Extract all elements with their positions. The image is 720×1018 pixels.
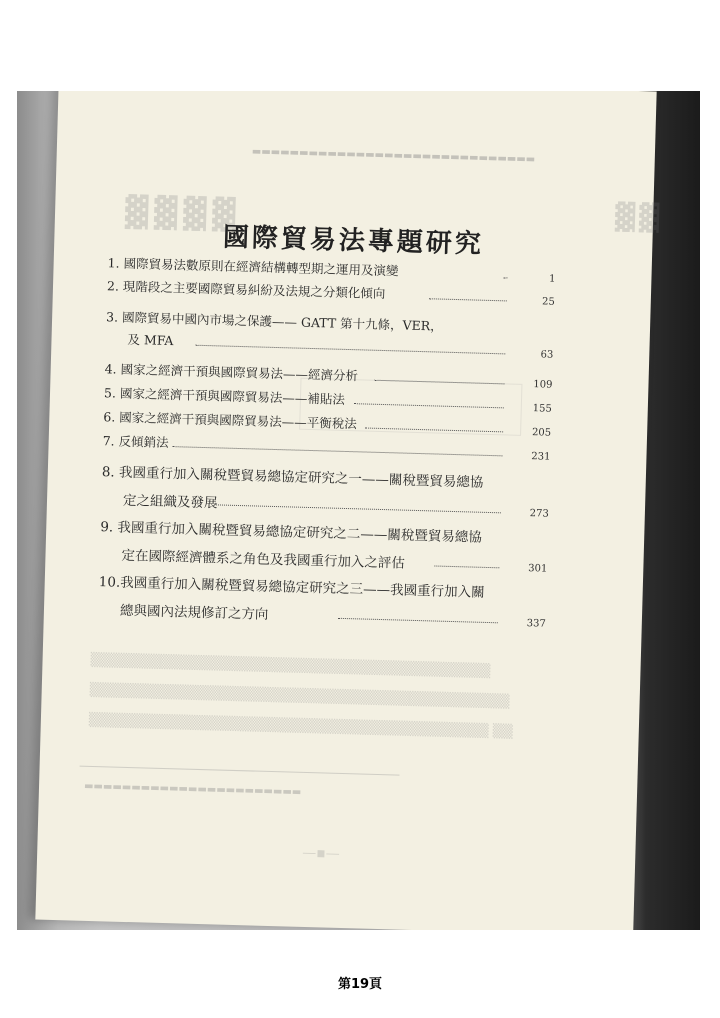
toc-entry-text: 5. 國家之經濟干預與國際貿易法——補貼法: [103, 385, 346, 407]
bleed-through-text: ▬▬▬▬▬▬▬▬▬▬▬▬▬▬▬▬▬▬▬▬▬▬▬▬▬▬▬▬▬▬: [251, 146, 536, 166]
dot-leader: [434, 555, 499, 568]
toc-page-number: 301: [528, 563, 548, 575]
toc-entry-text: 9. 我國重行加入關稅暨貿易總協定研究之二——關稅暨貿易總協: [100, 519, 483, 546]
toc-entry-text: 2. 現階段之主要國際貿易糾紛及法規之分類化傾向: [106, 278, 386, 302]
toc-entry: [105, 307, 554, 363]
toc-entry-text: 1. 國際貿易法數原則在經濟結構轉型期之運用及演變: [107, 255, 399, 279]
toc-entry-text: 7. 反傾銷法: [102, 433, 169, 451]
toc-page-number: 63: [540, 349, 554, 361]
dot-leader: [365, 418, 503, 433]
scanned-photo: [17, 91, 700, 930]
page-title: 國際貿易法專題研究: [222, 222, 485, 260]
bleed-through-text: ▓▓: [614, 202, 664, 234]
bleed-through-text: ▒▒▒▒▒▒▒▒▒▒▒▒▒▒▒▒▒▒▒▒▒▒▒▒▒▒▒▒▒▒▒▒▒▒▒▒▒▒▒▒ ▒▒▒▒▒▒▒▒▒▒▒▒▒▒▒▒▒▒▒▒▒▒▒▒▒▒▒▒▒▒▒▒▒▒▒▒▒▒▒▒▒▒ ▒▒▒▒▒▒▒▒▒▒▒▒▒▒▒▒▒▒▒▒▒▒▒▒▒▒▒▒▒▒▒▒▒▒▒▒▒▒▒▒ ▒▒: [88, 652, 513, 740]
toc-entry-text: 定在國際經濟體系之角色及我國重行加入之評估: [121, 547, 406, 572]
bleed-through-text: ▓▓▓▓: [124, 194, 242, 233]
toc-entry-text: 4. 國家之經濟干預與國際貿易法——經濟分析: [104, 361, 359, 384]
dot-leader: [173, 436, 503, 456]
toc-entry: [98, 570, 546, 638]
toc-entry-text: 3. 國際貿易中國內市場之保護—— GATT 第十九條，VER，: [105, 309, 443, 334]
dot-leader: [338, 608, 498, 623]
dot-leader: [354, 393, 504, 408]
dot-leader: [216, 494, 501, 513]
dot-leader: [374, 370, 504, 385]
book-page: [35, 91, 664, 930]
page-caption: 第19頁: [337, 977, 383, 992]
toc-entry-text: 6. 國家之經濟干預與國際貿易法——平衡稅法: [103, 409, 357, 432]
toc-page-number: 25: [541, 296, 555, 308]
toc-page-number: 109: [533, 379, 553, 391]
bleed-through-text: —▪—: [302, 844, 340, 862]
toc-page-number: 1: [548, 273, 556, 285]
toc-entry-text: 總與國內法規修訂之方向: [119, 602, 269, 623]
toc-page-number: 231: [531, 451, 551, 463]
toc-page-number: 273: [529, 508, 549, 520]
toc-entry-text: 10.我國重行加入關稅暨貿易總協定研究之三——我國重行加入關: [98, 574, 485, 601]
toc-entry-text: 8. 我國重行加入關稅暨貿易總協定研究之一——關稅暨貿易總協: [101, 464, 484, 491]
toc-entry-text: 及 MFA: [127, 331, 174, 349]
dot-leader: [429, 288, 507, 301]
bleed-through-rule: [80, 766, 400, 776]
toc-page-number: 155: [532, 403, 552, 415]
bleed-through-text: ▬▬▬▬▬▬▬▬▬▬▬▬▬▬▬▬▬▬▬▬▬▬▬: [83, 780, 302, 798]
toc-entry-text: 定之組織及發展: [122, 492, 218, 512]
toc-page-number: 205: [531, 427, 552, 439]
dot-leader: [503, 267, 507, 278]
toc-page-number: 337: [526, 618, 546, 630]
